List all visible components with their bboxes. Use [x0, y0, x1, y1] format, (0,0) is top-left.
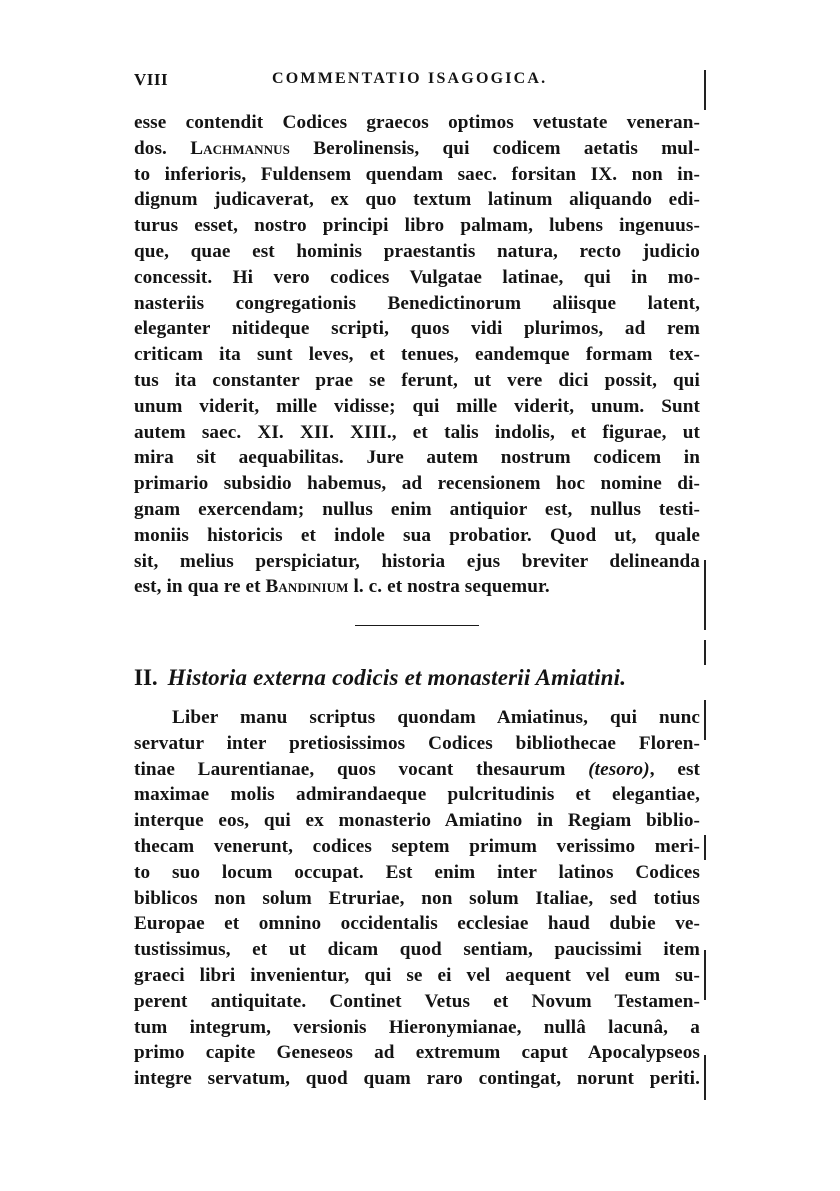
text-line: primario subsidio habemus, ad recensionem hoc nomine di-: [134, 473, 700, 495]
author-name-lachmannus: Lachmannus: [190, 137, 290, 159]
author-name-bandinium: Bandinium: [265, 576, 349, 598]
text-line: sit, melius perspiciatur, historia ejus breviter delineanda: [134, 550, 700, 572]
paragraph-continuation: [134, 110, 700, 600]
running-title: COMMENTATIO ISAGOGICA.: [272, 70, 548, 87]
text-line: que, quae est hominis praestantis natura, recto judicio: [134, 240, 700, 262]
page-edge-mark: [704, 640, 706, 665]
text-line: autem saec. XI. XII. XIII., et talis indolis, et figurae, ut: [134, 421, 700, 443]
text-line: dignum judicaverat, ex quo textum latinum aliquando edi-: [134, 189, 700, 211]
page-edge-mark: [704, 700, 706, 740]
text-line: integre servatum, quod quam raro contingat, norunt periti.: [134, 1068, 700, 1090]
page-edge-mark: [704, 560, 706, 630]
text-line: biblicos non solum Etruriae, non solum Italiae, sed totius: [134, 887, 700, 909]
section-divider: [355, 625, 479, 626]
text-line: dos. Lachmannus Berolinensis, qui codicem aetatis mul-: [134, 137, 700, 159]
italic-term: (tesoro): [588, 758, 650, 780]
text-line: Europae et omnino occidentalis ecclesiae haud dubie ve-: [134, 913, 700, 935]
text-line: esse contendit Codices graecos optimos vetustate veneran-: [134, 112, 700, 133]
text-line: gnam exercendam; nullus enim antiquior est, nullus testi-: [134, 498, 700, 520]
text-line: graeci libri invenientur, qui se ei vel aequent vel eum su-: [134, 964, 700, 986]
page-edge-mark: [704, 70, 706, 110]
text-line: to suo locum occupat. Est enim inter latinos Codices: [134, 861, 700, 883]
text-line: interque eos, qui ex monasterio Amiatino in Regiam biblio-: [134, 810, 700, 832]
text-line: unum viderit, mille vidisse; qui mille viderit, unum. Sunt: [134, 395, 700, 417]
text-line: to inferioris, Fuldensem quendam saec. forsitan IX. non in-: [134, 163, 700, 185]
text-line: criticam ita sunt leves, et tenues, eandemque formam tex-: [134, 344, 700, 366]
section-title: Historia externa codicis et monasterii Amiatini.: [167, 665, 627, 690]
text-line: concessit. Hi vero codices Vulgatae latinae, qui in mo-: [134, 266, 700, 288]
text-line: primo capite Geneseos ad extremum caput Apocalypseos: [134, 1042, 700, 1064]
section-heading: [134, 662, 700, 694]
page-number: VIII: [134, 70, 169, 89]
text-line: tus ita constanter prae se ferunt, ut vere dici possit, qui: [134, 369, 700, 391]
text-line: Liber manu scriptus quondam Amiatinus, qui nunc: [172, 707, 700, 728]
running-head: [134, 70, 704, 94]
text-line: maximae molis admirandaeque pulcritudinis et elegantiae,: [134, 784, 700, 806]
text-line: nasteriis congregationis Benedictinorum aliisque latent,: [134, 292, 700, 314]
text-line: est, in qua re et Bandinium l. c. et nostra sequemur.: [134, 576, 550, 598]
text-line: thecam venerunt, codices septem primum verissimo meri-: [134, 835, 700, 857]
text-line: mira sit aequabilitas. Jure autem nostrum codicem in: [134, 447, 700, 469]
text-line: tum integrum, versionis Hieronymianae, nullâ lacunâ, a: [134, 1016, 700, 1038]
paragraph-section-2: [134, 705, 700, 1092]
section-number: II.: [134, 665, 158, 690]
text-line: servatur inter pretiosissimos Codices bibliothecae Floren-: [134, 732, 700, 754]
text-line: perent antiquitate. Continet Vetus et Novum Testamen-: [134, 990, 700, 1012]
text-line: eleganter nitideque scripti, quos vidi plurimos, ad rem: [134, 318, 700, 340]
text-line: tustissimus, et ut dicam quod sentiam, paucissimi item: [134, 939, 700, 961]
text-line: turus esset, nostro principi libro palmam, lubens ingenuus-: [134, 215, 700, 237]
page-edge-mark: [704, 950, 706, 1000]
text-line: tinae Laurentianae, quos vocant thesaurum (tesoro), est: [134, 758, 701, 780]
text-line: moniis historicis et indole sua probatior. Quod ut, quale: [134, 524, 700, 546]
page-edge-mark: [704, 835, 706, 860]
page-edge-mark: [704, 1055, 706, 1100]
